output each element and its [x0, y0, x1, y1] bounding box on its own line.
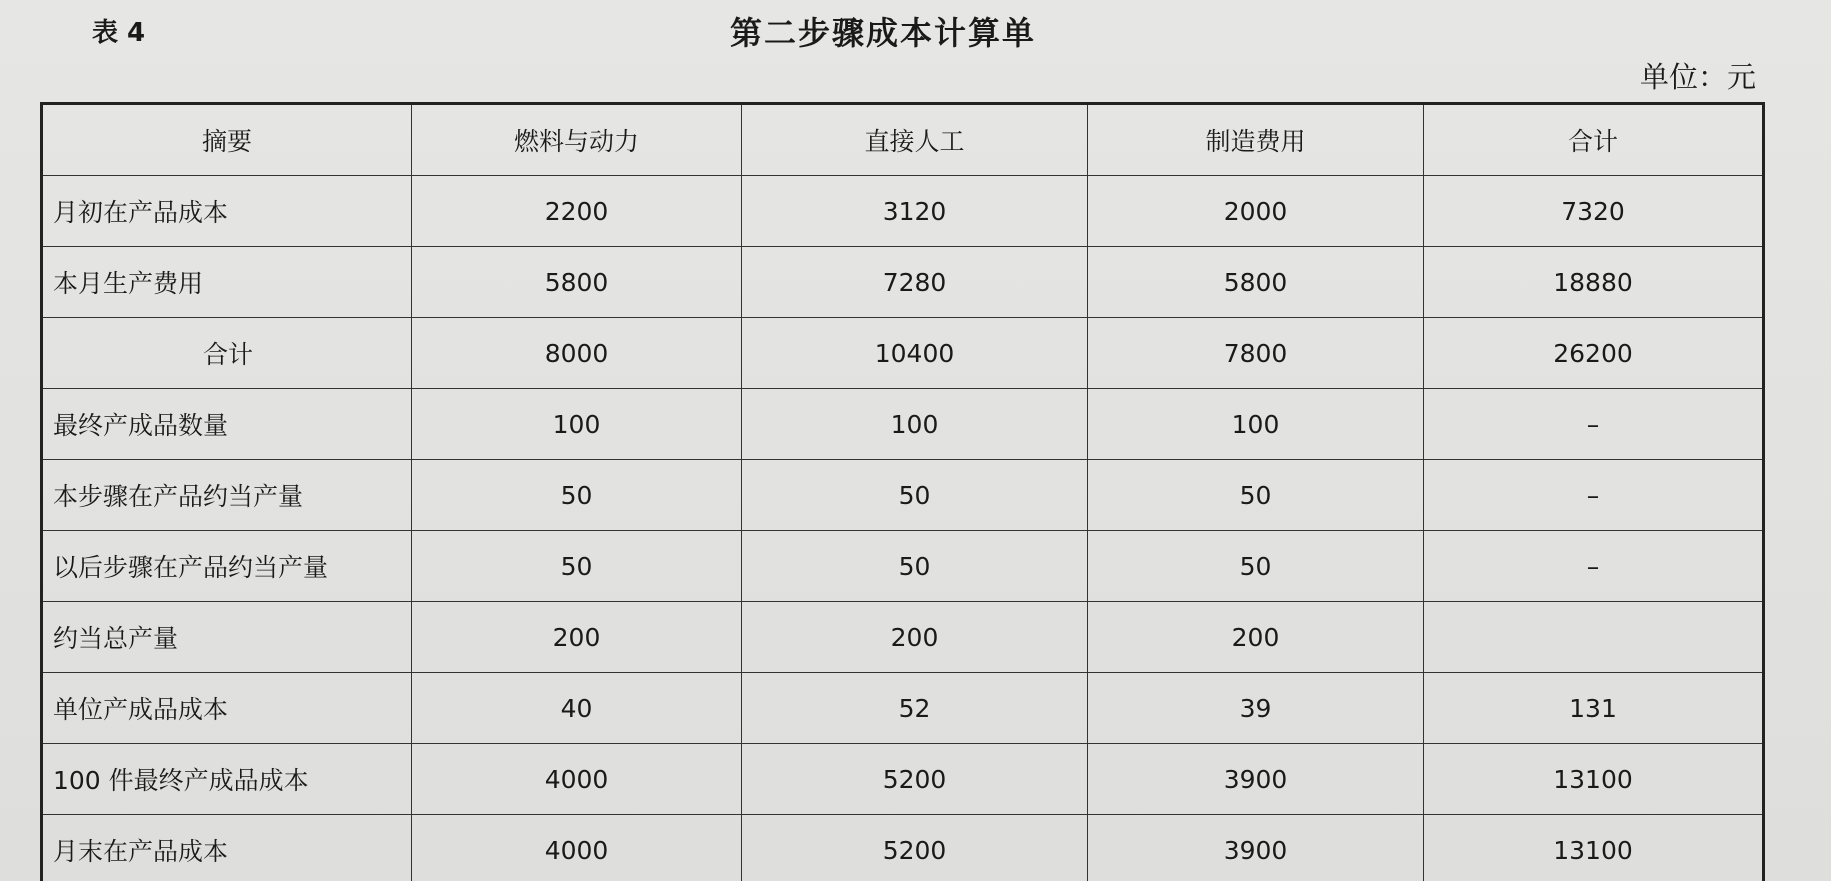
cell-value: 100 — [412, 389, 742, 460]
cell-value: 3900 — [1088, 815, 1424, 881]
cell-value: 3900 — [1088, 744, 1424, 815]
row-label: 本月生产费用 — [42, 247, 412, 318]
page-title: 第二步骤成本计算单 — [730, 14, 1037, 52]
row-label: 单位产成品成本 — [42, 673, 412, 744]
row-label: 100 件最终产成品成本 — [42, 744, 412, 815]
cell-value: 5200 — [742, 744, 1088, 815]
cell-value: 200 — [742, 602, 1088, 673]
cell-value: 200 — [412, 602, 742, 673]
row-label: 月初在产品成本 — [42, 176, 412, 247]
cell-value: 13100 — [1424, 815, 1764, 881]
cell-value: – — [1424, 531, 1764, 602]
cell-value: 131 — [1424, 673, 1764, 744]
cell-value: 50 — [412, 531, 742, 602]
cost-table — [40, 102, 1765, 881]
row-label: 约当总产量 — [42, 602, 412, 673]
table-number: 表 4 — [92, 18, 146, 48]
row-label: 本步骤在产品约当产量 — [42, 460, 412, 531]
column-header-total: 合计 — [1424, 104, 1764, 176]
cell-value: 52 — [742, 673, 1088, 744]
cell-value: 40 — [412, 673, 742, 744]
table-row — [42, 176, 1764, 247]
table-row — [42, 460, 1764, 531]
table-row — [42, 744, 1764, 815]
table-row — [42, 247, 1764, 318]
cell-value: 7280 — [742, 247, 1088, 318]
cell-value: 200 — [1088, 602, 1424, 673]
cell-value: 4000 — [412, 744, 742, 815]
cell-value: 5200 — [742, 815, 1088, 881]
cell-value: 4000 — [412, 815, 742, 881]
cell-value: 5800 — [412, 247, 742, 318]
cell-value — [1424, 602, 1764, 673]
cell-value: 10400 — [742, 318, 1088, 389]
column-header-fuel-power: 燃料与动力 — [412, 104, 742, 176]
cell-value: 50 — [742, 460, 1088, 531]
cell-value: 7800 — [1088, 318, 1424, 389]
cell-value: 5800 — [1088, 247, 1424, 318]
table-row — [42, 531, 1764, 602]
cell-value: 7320 — [1424, 176, 1764, 247]
cell-value: 2200 — [412, 176, 742, 247]
cell-value: 18880 — [1424, 247, 1764, 318]
cell-value: – — [1424, 389, 1764, 460]
table-header-row — [42, 104, 1764, 176]
row-label: 合计 — [42, 318, 412, 389]
table-row — [42, 673, 1764, 744]
row-label: 以后步骤在产品约当产量 — [42, 531, 412, 602]
column-header-overhead: 制造费用 — [1088, 104, 1424, 176]
table-row — [42, 318, 1764, 389]
column-header-direct-labor: 直接人工 — [742, 104, 1088, 176]
cell-value: 26200 — [1424, 318, 1764, 389]
cell-value: 2000 — [1088, 176, 1424, 247]
row-label: 月末在产品成本 — [42, 815, 412, 881]
cell-value: 3120 — [742, 176, 1088, 247]
cell-value: 39 — [1088, 673, 1424, 744]
table-row — [42, 815, 1764, 881]
cell-value: 100 — [1088, 389, 1424, 460]
table-row — [42, 389, 1764, 460]
table-row — [42, 602, 1764, 673]
cell-value: 50 — [1088, 531, 1424, 602]
cell-value: 50 — [742, 531, 1088, 602]
cell-value: 8000 — [412, 318, 742, 389]
cell-value: 50 — [1088, 460, 1424, 531]
cell-value: – — [1424, 460, 1764, 531]
cell-value: 100 — [742, 389, 1088, 460]
cell-value: 50 — [412, 460, 742, 531]
column-header-summary: 摘要 — [42, 104, 412, 176]
cell-value: 13100 — [1424, 744, 1764, 815]
unit-label: 单位：元 — [1639, 60, 1756, 94]
row-label: 最终产成品数量 — [42, 389, 412, 460]
